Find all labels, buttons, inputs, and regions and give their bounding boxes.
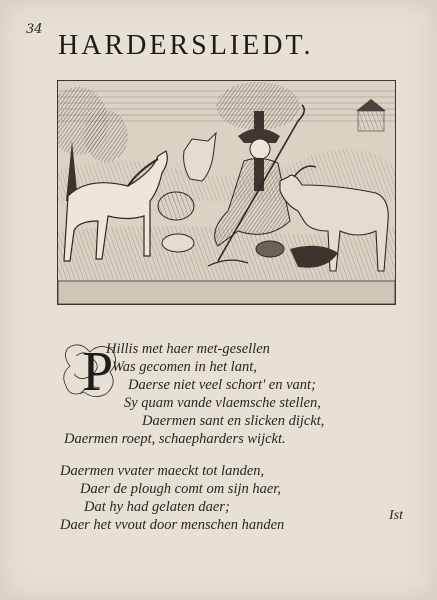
page-number: 34 (26, 22, 43, 37)
running-title: HARDERSLIEDT. (58, 30, 314, 61)
verse-line: Daermen roept, schaepharders wijckt. (64, 431, 286, 447)
verse-line: Sy quam vande vlaemsche stellen, (124, 395, 321, 411)
verse-line: Daermen vvater maeckt tot landen, (60, 463, 265, 479)
verse-line: Was gecomen in het lant, (112, 359, 257, 375)
initial-letter: P (82, 341, 114, 403)
verse-line: Daer de plough comt om sijn haer, (80, 481, 281, 497)
engraving-illustration (57, 80, 396, 305)
verse-line: Daermen sant en slicken dijckt, (142, 413, 325, 429)
catchword: Ist (389, 508, 403, 523)
verse-line: Daerse niet veel schort' en vant; (128, 377, 316, 393)
engraving-drawing (58, 81, 395, 304)
verse-line: Hillis met haer met-gesellen (106, 341, 270, 357)
verse-line: Daer het vvout door menschen handen (60, 517, 285, 533)
verse-line: Dat hy had gelaten daer; (84, 499, 230, 515)
